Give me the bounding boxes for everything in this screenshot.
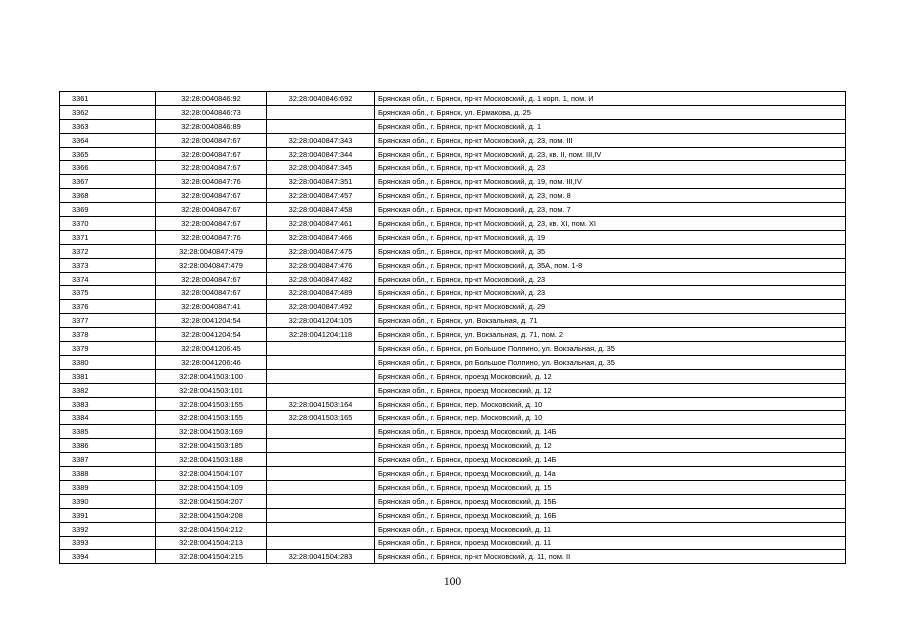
table-row — [60, 342, 846, 356]
cadastral-number-cell: 32:28:0040846:73 — [156, 105, 267, 119]
address-cell: Брянская обл., г. Брянск, пр-кт Московский, д. 35А, пом. 1-8 — [375, 258, 846, 272]
row-number-cell: 3384 — [60, 411, 156, 425]
room-cadastral-number-cell: 32:28:0041503:164 — [267, 397, 375, 411]
address-cell: Брянская обл., г. Брянск, ул. Вокзальная, д. 71, пом. 2 — [375, 328, 846, 342]
cadastral-number-cell: 32:28:0040847:479 — [156, 244, 267, 258]
cadastral-number-cell: 32:28:0040847:67 — [156, 272, 267, 286]
room-cadastral-number-cell — [267, 342, 375, 356]
table-row — [60, 300, 846, 314]
room-cadastral-number-cell — [267, 522, 375, 536]
table-row — [60, 189, 846, 203]
row-number-cell: 3389 — [60, 480, 156, 494]
cadastral-number-cell: 32:28:0040847:41 — [156, 300, 267, 314]
table-row — [60, 147, 846, 161]
address-cell: Брянская обл., г. Брянск, пр-кт Московский, д. 1 корп. 1, пом. И — [375, 92, 846, 106]
row-number-cell: 3365 — [60, 147, 156, 161]
table-row — [60, 286, 846, 300]
row-number-cell: 3370 — [60, 217, 156, 231]
row-number-cell: 3363 — [60, 119, 156, 133]
address-cell: Брянская обл., г. Брянск, проезд Московский, д. 12 — [375, 383, 846, 397]
cadastral-number-cell: 32:28:0040847:67 — [156, 286, 267, 300]
table-row — [60, 92, 846, 106]
table-row — [60, 411, 846, 425]
table-row — [60, 314, 846, 328]
table-row — [60, 494, 846, 508]
table-row — [60, 397, 846, 411]
room-cadastral-number-cell — [267, 467, 375, 481]
room-cadastral-number-cell — [267, 425, 375, 439]
row-number-cell: 3373 — [60, 258, 156, 272]
cadastral-number-cell: 32:28:0041504:207 — [156, 494, 267, 508]
room-cadastral-number-cell — [267, 119, 375, 133]
address-cell: Брянская обл., г. Брянск, пр-кт Московский, д. 23, пом. 8 — [375, 189, 846, 203]
cadastral-number-cell: 32:28:0040847:67 — [156, 217, 267, 231]
property-table-body — [60, 92, 846, 564]
cadastral-number-cell: 32:28:0040846:92 — [156, 92, 267, 106]
room-cadastral-number-cell: 32:28:0040847:476 — [267, 258, 375, 272]
address-cell: Брянская обл., г. Брянск, пр-кт Московский, д. 35 — [375, 244, 846, 258]
room-cadastral-number-cell: 32:28:0040847:345 — [267, 161, 375, 175]
room-cadastral-number-cell: 32:28:0041204:118 — [267, 328, 375, 342]
cadastral-number-cell: 32:28:0041503:101 — [156, 383, 267, 397]
address-cell: Брянская обл., г. Брянск, пр-кт Московский, д. 11, пом. II — [375, 550, 846, 564]
room-cadastral-number-cell — [267, 355, 375, 369]
room-cadastral-number-cell: 32:28:0041204:105 — [267, 314, 375, 328]
row-number-cell: 3367 — [60, 175, 156, 189]
room-cadastral-number-cell — [267, 494, 375, 508]
row-number-cell: 3369 — [60, 203, 156, 217]
table-row — [60, 217, 846, 231]
cadastral-number-cell: 32:28:0040846:89 — [156, 119, 267, 133]
row-number-cell: 3382 — [60, 383, 156, 397]
room-cadastral-number-cell: 32:28:0040847:475 — [267, 244, 375, 258]
cadastral-number-cell: 32:28:0040847:76 — [156, 230, 267, 244]
table-row — [60, 258, 846, 272]
room-cadastral-number-cell: 32:28:0040847:466 — [267, 230, 375, 244]
row-number-cell: 3391 — [60, 508, 156, 522]
row-number-cell: 3383 — [60, 397, 156, 411]
cadastral-number-cell: 32:28:0041503:188 — [156, 453, 267, 467]
row-number-cell: 3392 — [60, 522, 156, 536]
table-row — [60, 369, 846, 383]
table-row — [60, 550, 846, 564]
address-cell: Брянская обл., г. Брянск, пр-кт Московский, д. 1 — [375, 119, 846, 133]
cadastral-number-cell: 32:28:0040847:67 — [156, 147, 267, 161]
room-cadastral-number-cell — [267, 383, 375, 397]
table-row — [60, 244, 846, 258]
address-cell: Брянская обл., г. Брянск, пр-кт Московский, д. 23, кв. II, пом. III,IV — [375, 147, 846, 161]
cadastral-number-cell: 32:28:0041504:212 — [156, 522, 267, 536]
address-cell: Брянская обл., г. Брянск, проезд Московский, д. 14Б — [375, 425, 846, 439]
row-number-cell: 3386 — [60, 439, 156, 453]
address-cell: Брянская обл., г. Брянск, пр-кт Московский, д. 19, пом. III,IV — [375, 175, 846, 189]
room-cadastral-number-cell: 32:28:0040847:492 — [267, 300, 375, 314]
row-number-cell: 3371 — [60, 230, 156, 244]
row-number-cell: 3378 — [60, 328, 156, 342]
table-row — [60, 536, 846, 550]
cadastral-number-cell: 32:28:0041204:54 — [156, 328, 267, 342]
table-row — [60, 105, 846, 119]
address-cell: Брянская обл., г. Брянск, проезд Московский, д. 11 — [375, 536, 846, 550]
row-number-cell: 3375 — [60, 286, 156, 300]
cadastral-number-cell: 32:28:0041504:208 — [156, 508, 267, 522]
cadastral-number-cell: 32:28:0040847:76 — [156, 175, 267, 189]
address-cell: Брянская обл., г. Брянск, рп Большое Полпино, ул. Вокзальная, д. 35 — [375, 355, 846, 369]
address-cell: Брянская обл., г. Брянск, проезд Московский, д. 15 — [375, 480, 846, 494]
address-cell: Брянская обл., г. Брянск, ул. Вокзальная, д. 71 — [375, 314, 846, 328]
room-cadastral-number-cell: 32:28:0040847:482 — [267, 272, 375, 286]
table-row — [60, 272, 846, 286]
row-number-cell: 3366 — [60, 161, 156, 175]
address-cell: Брянская обл., г. Брянск, ул. Ермакова, д. 25 — [375, 105, 846, 119]
address-cell: Брянская обл., г. Брянск, проезд Московский, д. 11 — [375, 522, 846, 536]
room-cadastral-number-cell: 32:28:0040847:461 — [267, 217, 375, 231]
table-row — [60, 133, 846, 147]
cadastral-number-cell: 32:28:0040847:67 — [156, 133, 267, 147]
row-number-cell: 3374 — [60, 272, 156, 286]
table-row — [60, 355, 846, 369]
cadastral-number-cell: 32:28:0041504:215 — [156, 550, 267, 564]
room-cadastral-number-cell: 32:28:0040847:457 — [267, 189, 375, 203]
room-cadastral-number-cell — [267, 369, 375, 383]
address-cell: Брянская обл., г. Брянск, проезд Московский, д. 14а — [375, 467, 846, 481]
table-row — [60, 119, 846, 133]
cadastral-number-cell: 32:28:0041503:100 — [156, 369, 267, 383]
table-row — [60, 480, 846, 494]
table-row — [60, 383, 846, 397]
address-cell: Брянская обл., г. Брянск, проезд Московский, д. 12 — [375, 369, 846, 383]
address-cell: Брянская обл., г. Брянск, проезд Московский, д. 12 — [375, 439, 846, 453]
row-number-cell: 3394 — [60, 550, 156, 564]
row-number-cell: 3364 — [60, 133, 156, 147]
table-row — [60, 328, 846, 342]
table-row — [60, 453, 846, 467]
address-cell: Брянская обл., г. Брянск, проезд Московский, д. 14Б — [375, 453, 846, 467]
room-cadastral-number-cell — [267, 508, 375, 522]
table-row — [60, 230, 846, 244]
table-row — [60, 522, 846, 536]
cadastral-number-cell: 32:28:0041503:169 — [156, 425, 267, 439]
table-row — [60, 508, 846, 522]
cadastral-number-cell: 32:28:0041504:213 — [156, 536, 267, 550]
room-cadastral-number-cell: 32:28:0040847:351 — [267, 175, 375, 189]
room-cadastral-number-cell: 32:28:0040847:344 — [267, 147, 375, 161]
row-number-cell: 3390 — [60, 494, 156, 508]
address-cell: Брянская обл., г. Брянск, пер. Московский, д. 10 — [375, 397, 846, 411]
row-number-cell: 3388 — [60, 467, 156, 481]
cadastral-number-cell: 32:28:0040847:67 — [156, 203, 267, 217]
row-number-cell: 3387 — [60, 453, 156, 467]
property-table — [59, 91, 846, 564]
cadastral-number-cell: 32:28:0040847:479 — [156, 258, 267, 272]
address-cell: Брянская обл., г. Брянск, пр-кт Московский, д. 23 — [375, 272, 846, 286]
room-cadastral-number-cell — [267, 439, 375, 453]
row-number-cell: 3379 — [60, 342, 156, 356]
cadastral-number-cell: 32:28:0040847:67 — [156, 189, 267, 203]
room-cadastral-number-cell: 32:28:0040847:458 — [267, 203, 375, 217]
table-row — [60, 467, 846, 481]
cadastral-number-cell: 32:28:0041503:155 — [156, 397, 267, 411]
table-row — [60, 175, 846, 189]
table-row — [60, 203, 846, 217]
room-cadastral-number-cell — [267, 453, 375, 467]
row-number-cell: 3376 — [60, 300, 156, 314]
cadastral-number-cell: 32:28:0041504:107 — [156, 467, 267, 481]
row-number-cell: 3380 — [60, 355, 156, 369]
cadastral-number-cell: 32:28:0041206:45 — [156, 342, 267, 356]
page-number: 100 — [443, 576, 462, 588]
room-cadastral-number-cell — [267, 480, 375, 494]
room-cadastral-number-cell — [267, 536, 375, 550]
row-number-cell: 3385 — [60, 425, 156, 439]
address-cell: Брянская обл., г. Брянск, проезд Московский, д. 16Б — [375, 508, 846, 522]
address-cell: Брянская обл., г. Брянск, пр-кт Московский, д. 23 — [375, 286, 846, 300]
table-row — [60, 439, 846, 453]
row-number-cell: 3381 — [60, 369, 156, 383]
cadastral-number-cell: 32:28:0041504:109 — [156, 480, 267, 494]
address-cell: Брянская обл., г. Брянск, пр-кт Московский, д. 29 — [375, 300, 846, 314]
room-cadastral-number-cell: 32:28:0041503:165 — [267, 411, 375, 425]
row-number-cell: 3393 — [60, 536, 156, 550]
room-cadastral-number-cell — [267, 105, 375, 119]
address-cell: Брянская обл., г. Брянск, пр-кт Московский, д. 23, кв. XI, пом. XI — [375, 217, 846, 231]
address-cell: Брянская обл., г. Брянск, пер. Московский, д. 10 — [375, 411, 846, 425]
row-number-cell: 3361 — [60, 92, 156, 106]
table-row — [60, 161, 846, 175]
address-cell: Брянская обл., г. Брянск, пр-кт Московский, д. 23, пом. 7 — [375, 203, 846, 217]
address-cell: Брянская обл., г. Брянск, пр-кт Московский, д. 19 — [375, 230, 846, 244]
address-cell: Брянская обл., г. Брянск, пр-кт Московский, д. 23 — [375, 161, 846, 175]
row-number-cell: 3362 — [60, 105, 156, 119]
row-number-cell: 3377 — [60, 314, 156, 328]
room-cadastral-number-cell: 32:28:0040847:343 — [267, 133, 375, 147]
room-cadastral-number-cell: 32:28:0040847:489 — [267, 286, 375, 300]
address-cell: Брянская обл., г. Брянск, рп Большое Полпино, ул. Вокзальная, д. 35 — [375, 342, 846, 356]
row-number-cell: 3372 — [60, 244, 156, 258]
room-cadastral-number-cell: 32:28:0040846:692 — [267, 92, 375, 106]
row-number-cell: 3368 — [60, 189, 156, 203]
cadastral-number-cell: 32:28:0041503:185 — [156, 439, 267, 453]
cadastral-number-cell: 32:28:0041206:46 — [156, 355, 267, 369]
table-row — [60, 425, 846, 439]
address-cell: Брянская обл., г. Брянск, пр-кт Московский, д. 23, пом. III — [375, 133, 846, 147]
cadastral-number-cell: 32:28:0040847:67 — [156, 161, 267, 175]
address-cell: Брянская обл., г. Брянск, проезд Московский, д. 15Б — [375, 494, 846, 508]
cadastral-number-cell: 32:28:0041503:155 — [156, 411, 267, 425]
room-cadastral-number-cell: 32:28:0041504:283 — [267, 550, 375, 564]
cadastral-number-cell: 32:28:0041204:54 — [156, 314, 267, 328]
